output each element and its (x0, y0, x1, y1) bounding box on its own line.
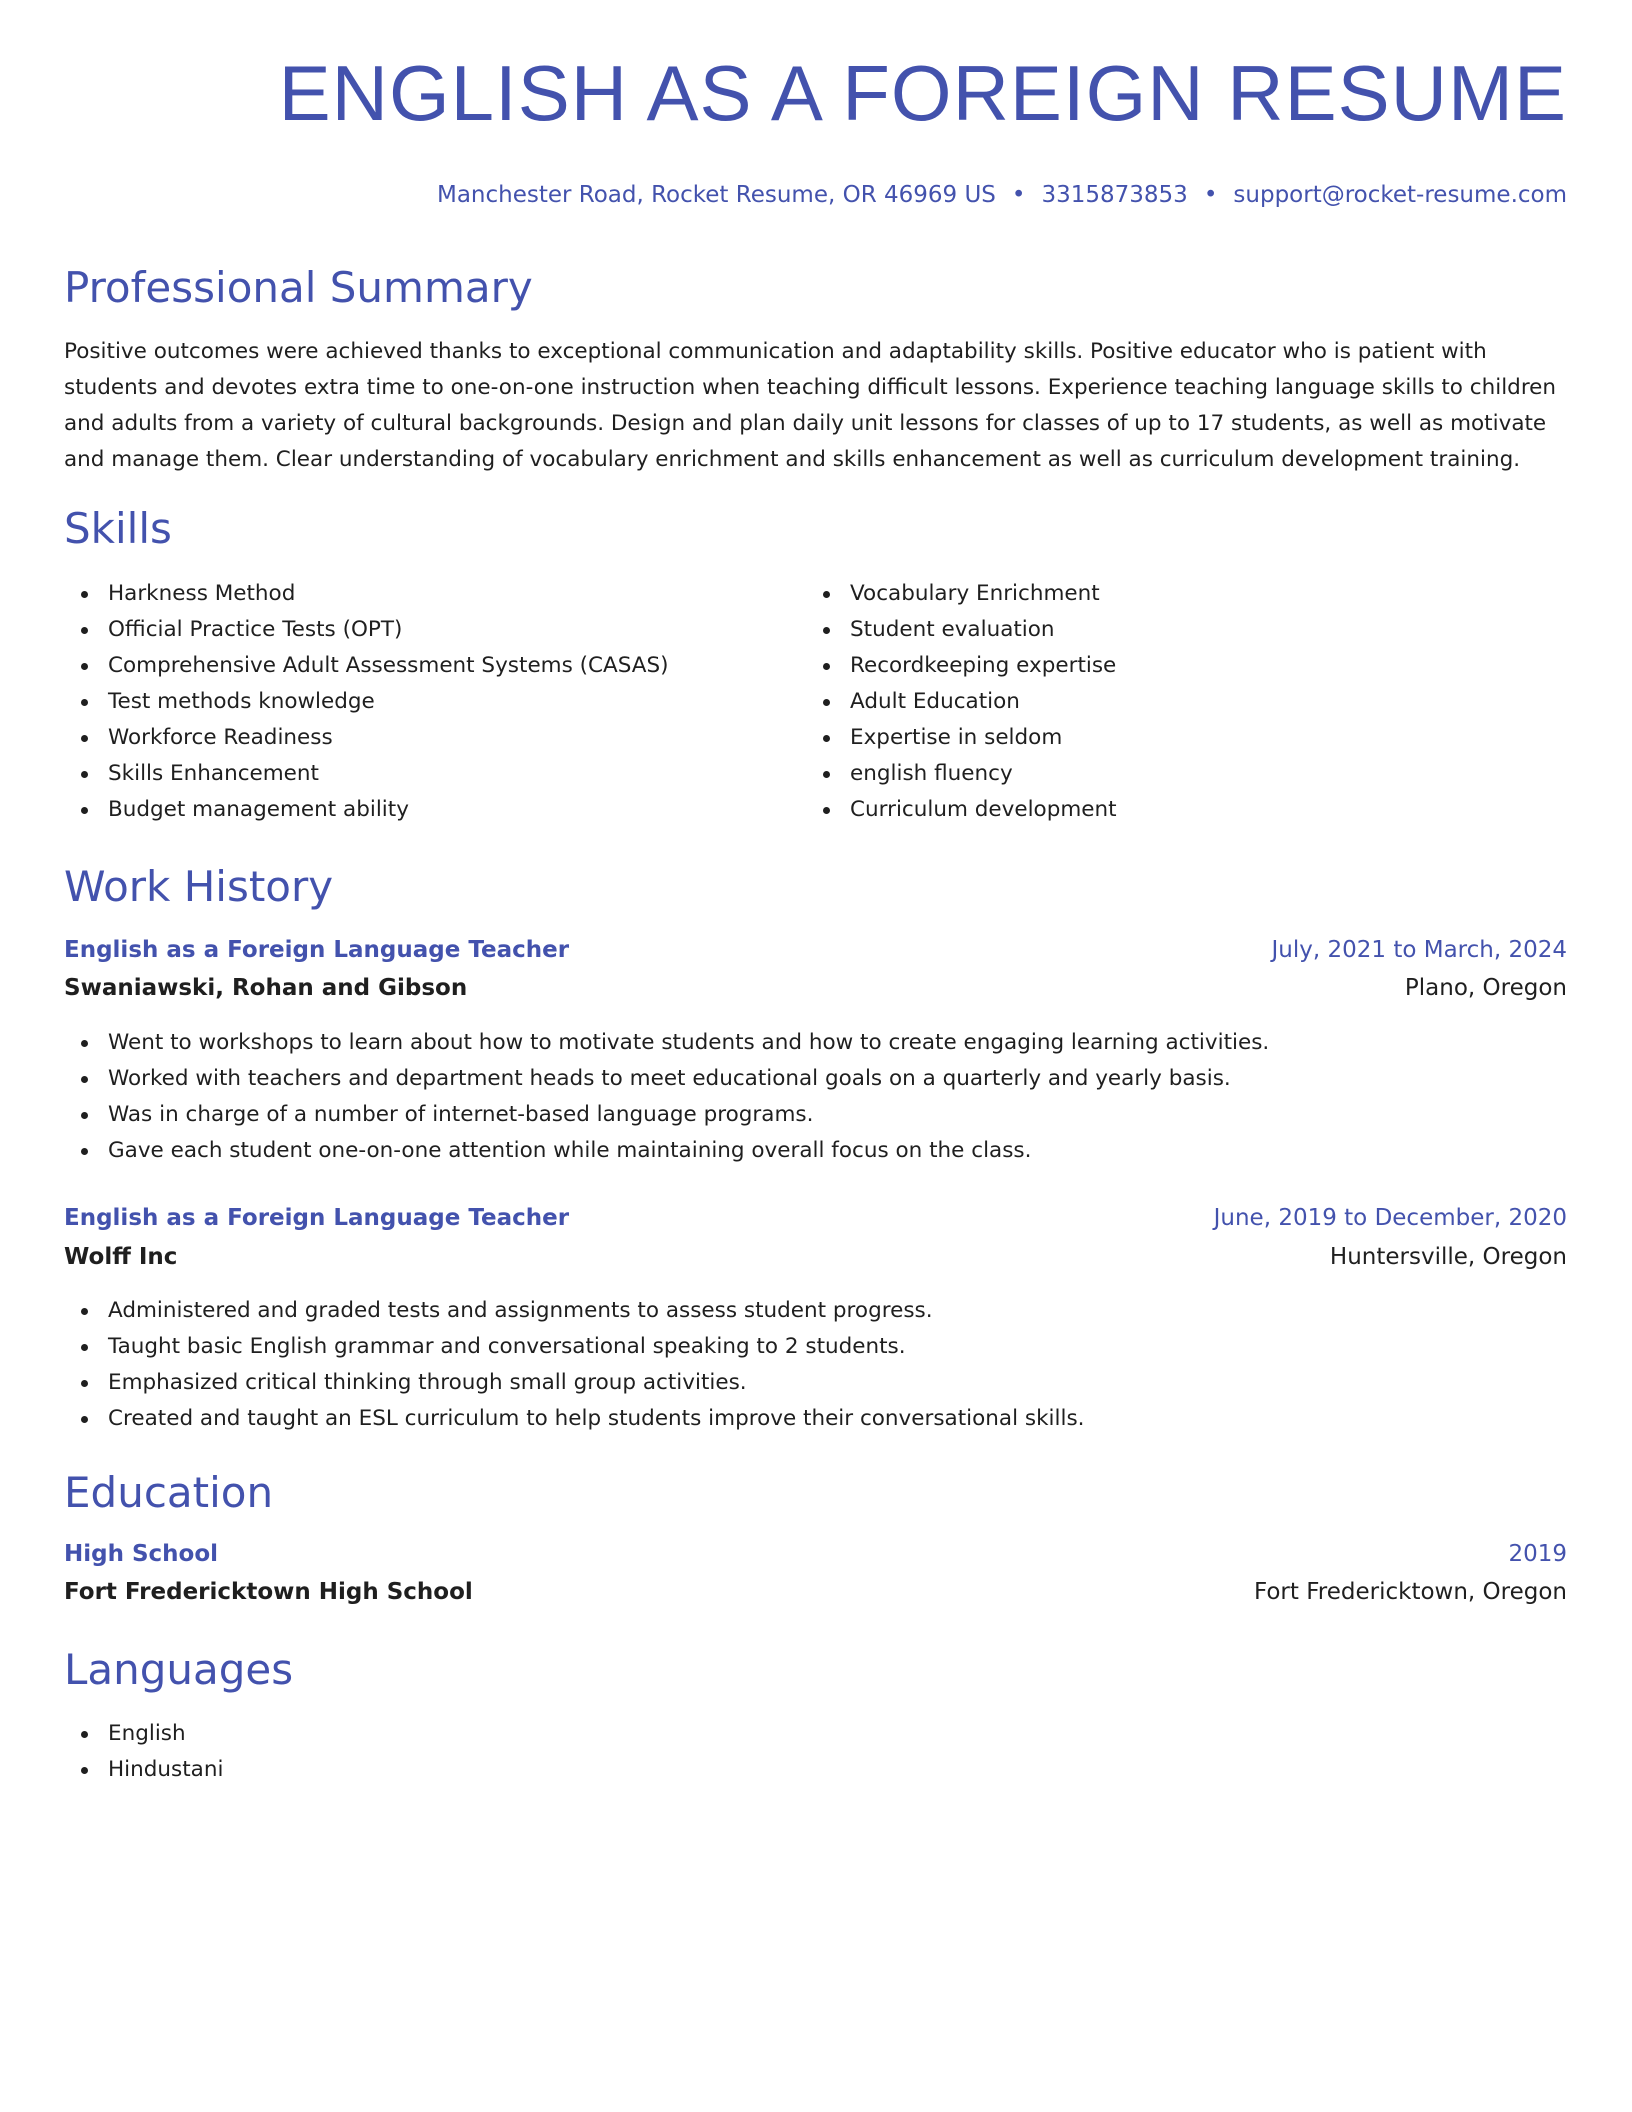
job-bullet: Administered and graded tests and assignments to assess student progress. (64, 1293, 1085, 1329)
skill-item: Harkness Method (64, 576, 669, 612)
job-bullets (64, 1025, 1269, 1169)
education-heading: Education (64, 1468, 274, 1517)
languages-heading: Languages (64, 1645, 294, 1694)
job-company: Swaniawski, Rohan and Gibson (64, 975, 468, 1001)
job-bullet: Created and taught an ESL curriculum to help students improve their conversational skills. (64, 1401, 1085, 1437)
job-bullet: Emphasized critical thinking through small group activities. (64, 1365, 1085, 1401)
job-bullet: Was in charge of a number of internet-based language programs. (64, 1097, 1269, 1133)
languages-list (64, 1716, 223, 1788)
education-degree: High School (64, 1541, 219, 1567)
job-title: English as a Foreign Language Teacher (64, 1205, 570, 1231)
job-dates: June, 2019 to December, 2020 (1213, 1205, 1567, 1231)
skill-item: Expertise in seldom (806, 720, 1117, 756)
education-school: Fort Fredericktown High School (64, 1579, 473, 1605)
contact-line (437, 182, 1567, 208)
skill-item: Skills Enhancement (64, 756, 669, 792)
contact-address: Manchester Road, Rocket Resume, OR 46969 US (436, 182, 996, 208)
skill-item: Comprehensive Adult Assessment Systems (CASAS) (64, 648, 669, 684)
job-header (64, 935, 1567, 965)
education-year: 2019 (1508, 1541, 1567, 1567)
job-company: Wolff Inc (64, 1244, 178, 1270)
job-bullet: Worked with teachers and department heads to meet educational goals on a quarterly and yearly basis. (64, 1061, 1269, 1097)
job-dates: July, 2021 to March, 2024 (1271, 937, 1567, 963)
summary-heading: Professional Summary (64, 263, 533, 312)
education-location: Fort Fredericktown, Oregon (1253, 1579, 1567, 1605)
job-title: English as a Foreign Language Teacher (64, 937, 570, 963)
skills-list-left (64, 576, 669, 828)
language-item: Hindustani (64, 1752, 223, 1788)
skill-item: Curriculum development (806, 792, 1117, 828)
skill-item: Adult Education (806, 684, 1117, 720)
job-bullet: Gave each student one-on-one attention while maintaining overall focus on the class. (64, 1133, 1269, 1169)
job-location: Plano, Oregon (1404, 975, 1567, 1001)
skill-item: Official Practice Tests (OPT) (64, 612, 669, 648)
skill-item: Student evaluation (806, 612, 1117, 648)
job-bullet: Taught basic English grammar and conversational speaking to 2 students. (64, 1329, 1085, 1365)
language-item: English (64, 1716, 223, 1752)
contact-separator: • (1203, 182, 1218, 208)
skill-item: english fluency (806, 756, 1117, 792)
contact-phone: 3315873853 (1041, 182, 1188, 208)
job-bullets (64, 1293, 1085, 1437)
resume-title: ENGLISH AS A FOREIGN RESUME (278, 49, 1567, 137)
job-bullet: Went to workshops to learn about how to motivate students and how to create engaging learning activities. (64, 1025, 1269, 1061)
skill-item: Test methods knowledge (64, 684, 669, 720)
job-employer-row (64, 973, 1567, 1003)
skill-item: Workforce Readiness (64, 720, 669, 756)
education-school-row (64, 1577, 1567, 1607)
contact-separator: • (1011, 182, 1026, 208)
summary-text: Positive outcomes were achieved thanks to exceptional communication and adaptability skills. Positive educator who is patient with students and devotes extra time to one-on-one instruction when teaching difficult lessons. Experience teaching language skills to children and adults from a variety of cultural backgrounds. Design and plan daily unit lessons for classes of up to 17 students, as well as motivate and manage them. Clear understanding of vocabulary enrichment and skills enhancement as well as curriculum development training. (64, 339, 1557, 472)
skill-item: Budget management ability (64, 792, 669, 828)
contact-email: support@rocket-resume.com (1233, 182, 1567, 208)
work-history-heading: Work History (64, 862, 334, 911)
job-employer-row (64, 1242, 1567, 1272)
skills-list-right (806, 576, 1117, 828)
skills-heading: Skills (64, 504, 172, 553)
job-location: Huntersville, Oregon (1329, 1244, 1567, 1270)
education-header (64, 1539, 1567, 1569)
skill-item: Recordkeeping expertise (806, 648, 1117, 684)
skill-item: Vocabulary Enrichment (806, 576, 1117, 612)
job-header (64, 1203, 1567, 1233)
